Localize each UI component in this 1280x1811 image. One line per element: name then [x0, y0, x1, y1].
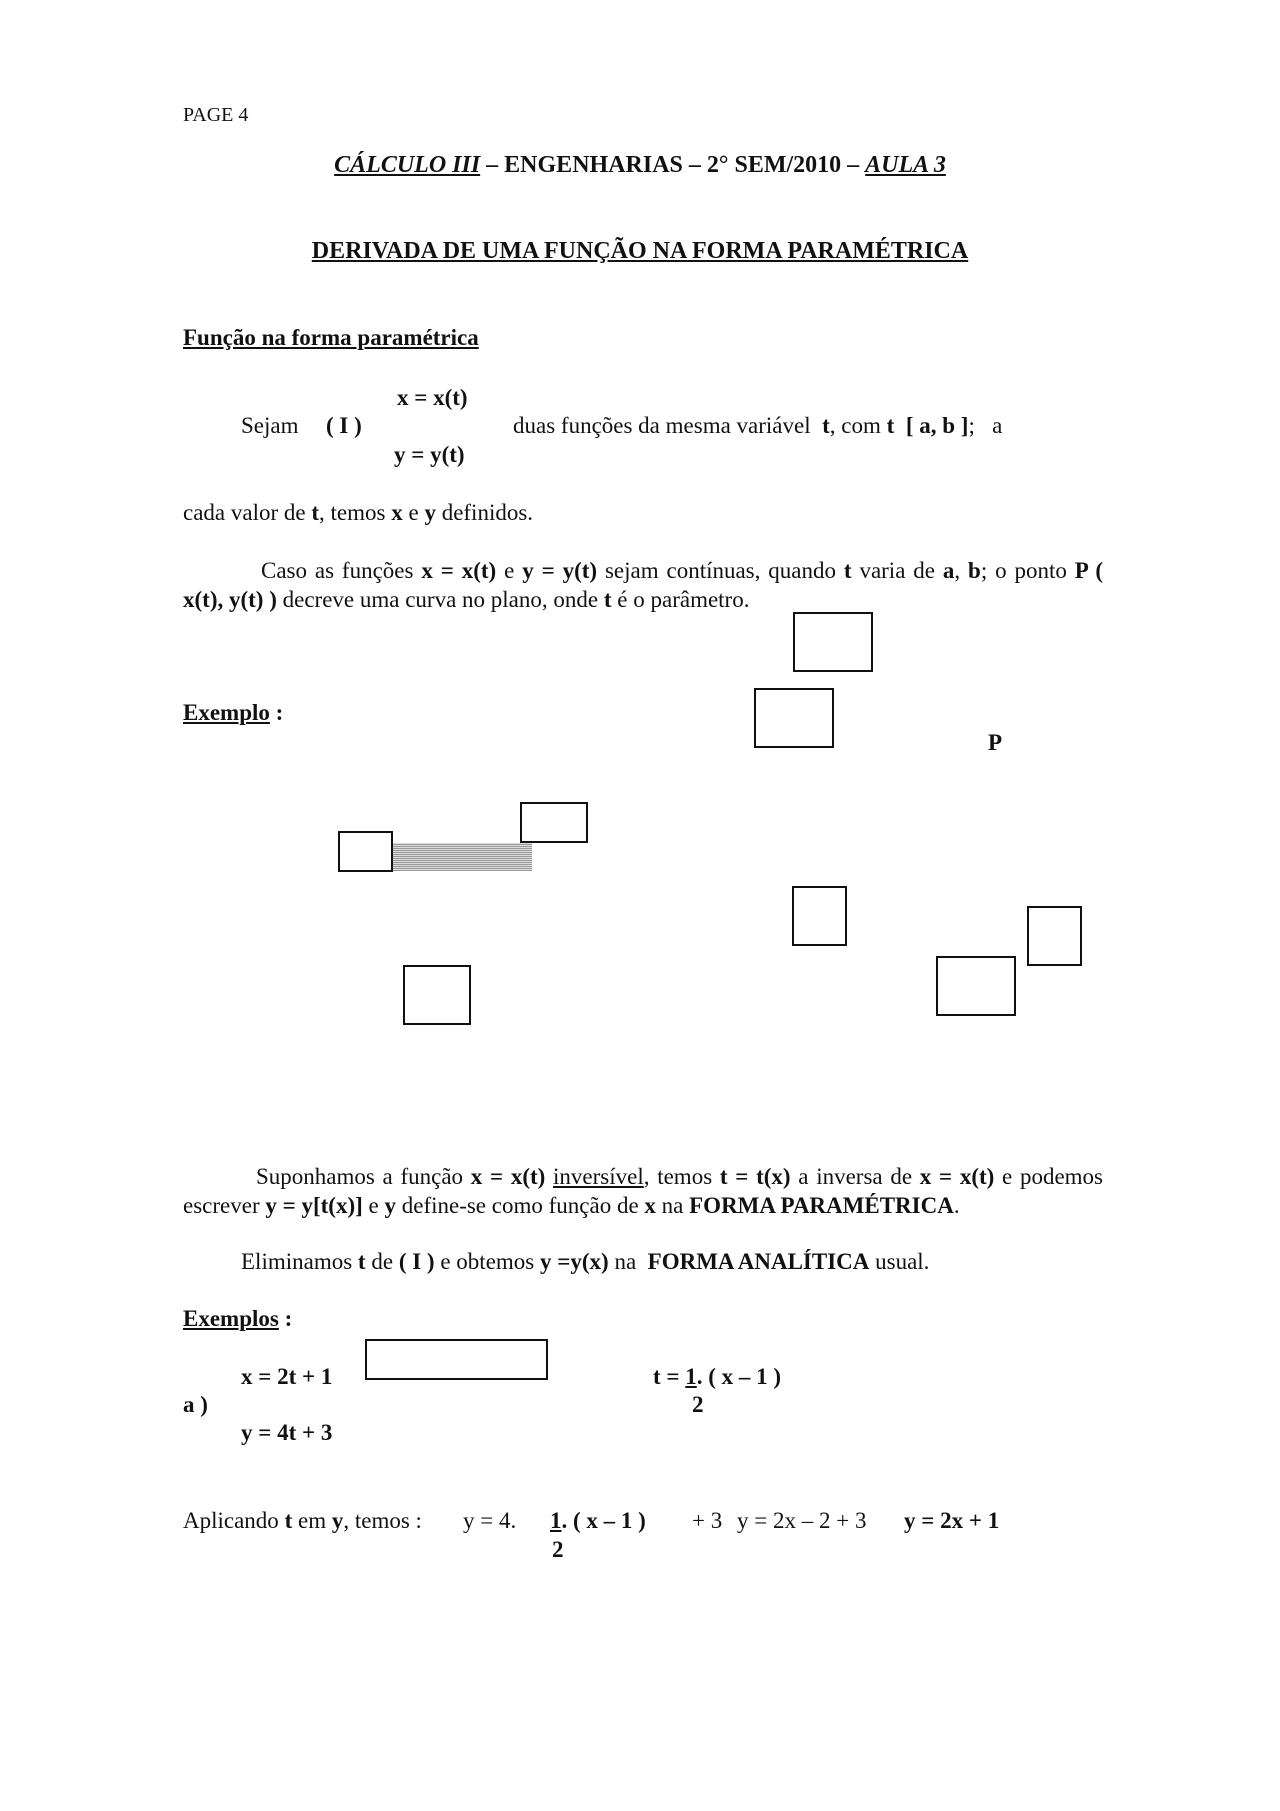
inverse-paragraph: Suponhamos a função x = x(t) inversível, temos t = t(x) a inversa de x = x(t) e podemos escrever y = y[t(x)] e y define-se como função de x na FORMA PARAMÉTRICA. [183, 1164, 1104, 1218]
shaded-strip [390, 843, 532, 871]
definition-line: cada valor de t, temos x e y definidos. [183, 500, 534, 525]
example-heading: Exemplo : [183, 700, 284, 725]
fraction-denominator: 2 [692, 1392, 704, 1417]
system-label: ( I ) [326, 413, 362, 438]
applying-line: Aplicando t em y, temos : [183, 1508, 422, 1533]
analytic-form-line: Eliminamos t de ( I ) e obtemos y =y(x) na FORMA ANALÍTICA usual. [241, 1249, 930, 1274]
point-p-label: P [988, 730, 1003, 755]
figure-box [936, 956, 1016, 1016]
course-name: CÁLCULO III [334, 152, 481, 178]
sejam-label: Sejam [241, 413, 299, 438]
figure-box [520, 802, 588, 843]
page-label: PAGE 4 [183, 104, 249, 126]
examples-heading: Exemplos : [183, 1306, 293, 1331]
continuity-paragraph: Caso as funções x = x(t) e y = y(t) sejam contínuas, quando t varia de a, b; o ponto P ( x(t), y(t) ) decreve uma curva no plano, onde t é o parâmetro. [183, 558, 1104, 612]
course-info: – ENGENHARIAS – 2° SEM/2010 – [480, 152, 866, 178]
course-header [0, 152, 1280, 179]
page-title: DERIVADA DE UMA FUNÇÃO NA FORMA PARAMÉTRICA [311, 238, 969, 264]
applying-fraction-den: 2 [552, 1537, 564, 1562]
example-a-eq-y: y = 4t + 3 [241, 1420, 333, 1445]
figure-box [365, 1339, 548, 1380]
eq-x-of-t: x = x(t) [397, 385, 468, 410]
result-expr: y = 2x + 1 [904, 1508, 1000, 1533]
lesson-label: AULA 3 [865, 152, 946, 178]
system-description: duas funções da mesma variável t, com t [ a, b ]; a [513, 413, 1003, 438]
t-equation-rest: . ( x – 1 ) [696, 1364, 782, 1389]
t-equation: t = 1. ( x – 1 ) [653, 1364, 782, 1389]
eq-y-of-t: y = y(t) [394, 442, 465, 467]
figure-box [754, 688, 834, 748]
applying-fraction: 1. ( x – 1 ) [550, 1508, 646, 1533]
substitution-expr: y = 4. [463, 1508, 517, 1533]
plus-three: + 3 [692, 1508, 723, 1533]
figure-box [792, 886, 847, 946]
figure-box [793, 612, 873, 672]
example-a-eq-x: x = 2t + 1 [241, 1364, 333, 1389]
section-heading: Função na forma paramétrica [183, 325, 479, 350]
example-a-label: a ) [183, 1392, 208, 1417]
figure-box [403, 965, 471, 1025]
fraction-numerator: 1 [685, 1364, 697, 1389]
expanded-expr: y = 2x – 2 + 3 [737, 1508, 867, 1533]
figure-box [1027, 906, 1082, 966]
figure-box [338, 831, 393, 872]
